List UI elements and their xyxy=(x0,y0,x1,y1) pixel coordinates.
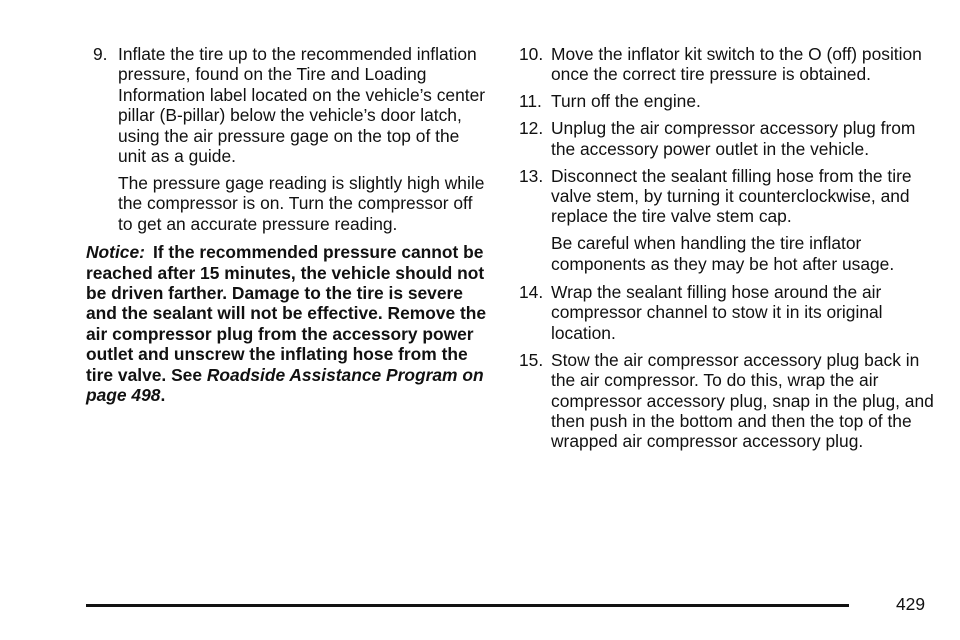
notice-text: If the recommended pressure cannot be reached after 15 minutes, the vehicle should not be driven farther. Damage to the tire is severe and the sealant will not be effective. Remove the air compressor plug from the accessory power outlet and unscrew the inflating hose from the tire valve. See xyxy=(86,242,487,385)
right-column xyxy=(519,44,939,458)
footer-rule xyxy=(86,604,849,607)
step-text: Wrap the sealant filling hose around the air compressor channel to stow it in its original location. xyxy=(551,282,883,343)
step-text: Unplug the air compressor accessory plug from the accessory power outlet in the vehicle. xyxy=(551,118,916,159)
step-number: 11. xyxy=(519,91,542,112)
step-text: Stow the air compressor accessory plug back in the air compressor. To do this, wrap the air compressor accessory plug, snap in the plug, and then push in the bottom and then the top of the wrapped air compressor accessory plug. xyxy=(551,349,934,452)
step-number: 10. xyxy=(519,44,544,64)
step-12 xyxy=(519,118,939,159)
left-column xyxy=(86,44,488,405)
step-9-note: The pressure gage reading is slightly high while the compressor is on. Turn the compressor off to get an accurate pressure reading. xyxy=(118,172,485,234)
step-number: 14. xyxy=(519,282,544,303)
step-text: Disconnect the sealant filling hose from the tire valve stem, by turning it counterclockwise, and replace the tire valve stem cap. xyxy=(551,165,912,227)
step-10 xyxy=(519,44,939,85)
step-13 xyxy=(519,166,939,227)
step-number: 15. xyxy=(519,349,544,370)
step-number: 13. xyxy=(519,165,544,186)
step-number: 12. xyxy=(519,118,544,139)
step-number: 9. xyxy=(93,44,108,64)
page-number: 429 xyxy=(896,594,926,614)
step-9 xyxy=(86,44,488,166)
notice-end: . xyxy=(160,385,166,405)
step-text: Turn off the engine. xyxy=(551,91,701,112)
step-text: Move the inflator kit switch to the O (off) position once the correct tire pressure is obtained. xyxy=(551,44,922,85)
step-11 xyxy=(519,91,939,111)
step-14 xyxy=(519,282,939,343)
notice-label: Notice: xyxy=(86,242,145,263)
notice-paragraph xyxy=(86,242,488,405)
step-13-note: Be careful when handling the tire inflator components as they may be hot after usage. xyxy=(551,233,895,274)
step-15 xyxy=(519,350,939,452)
cross-reference-link[interactable]: Roadside Assistance Program on page 498 xyxy=(86,364,484,405)
step-text: Inflate the tire up to the recommended inflation pressure, found on the Tire and Loading Information label located on the vehicle’s center pillar (B-pillar) below the vehicle’s door latch, using the air pressure gage on the top of the unit as a guide. xyxy=(118,44,486,167)
